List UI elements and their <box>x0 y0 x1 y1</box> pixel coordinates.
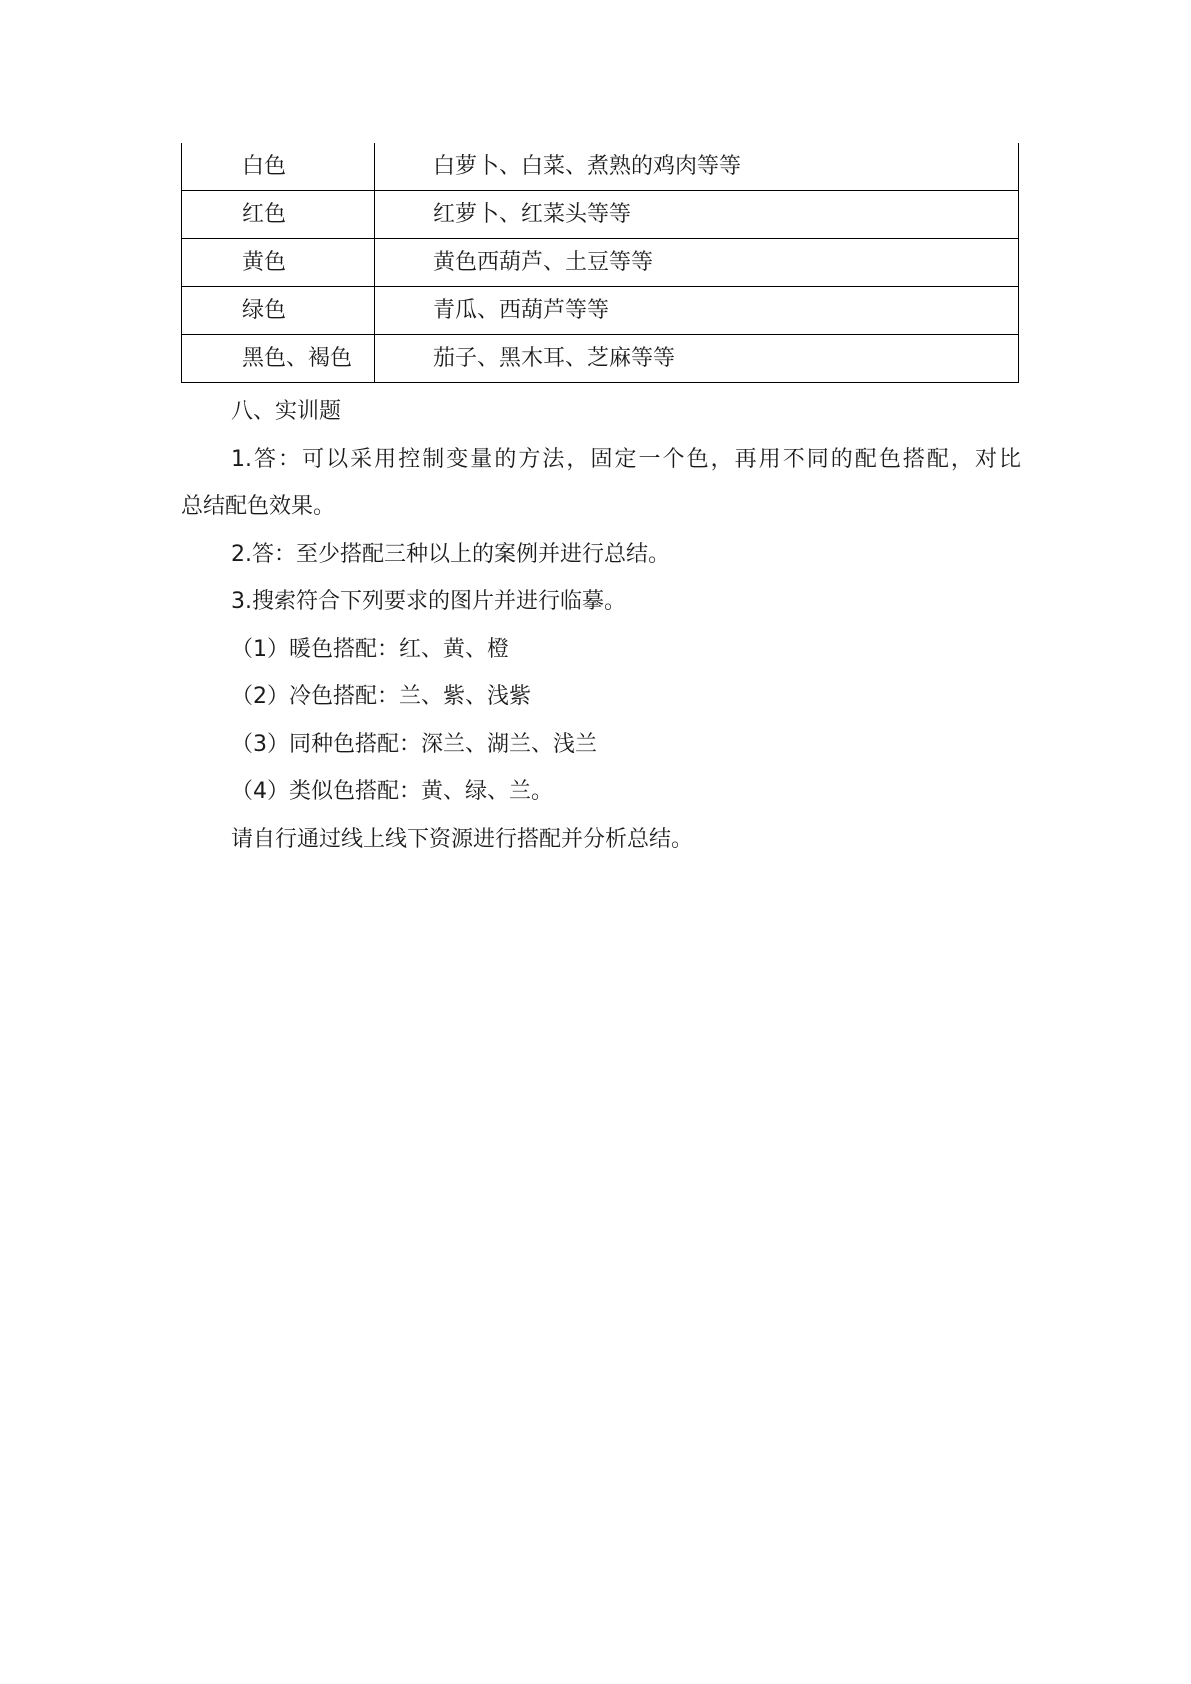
list-item: （3）同种色搭配：深兰、湖兰、浅兰 <box>231 731 597 757</box>
table-row <box>182 287 1019 335</box>
answer-1-line-2: 总结配色效果。 <box>181 494 336 519</box>
table-row <box>182 143 1019 191</box>
color-cell: 黄色 <box>182 239 375 287</box>
color-cell: 绿色 <box>182 287 375 335</box>
training-section <box>181 388 1021 863</box>
food-cell: 红萝卜、红菜头等等 <box>375 191 1019 239</box>
table-row <box>182 239 1019 287</box>
answer-3: 3.搜索符合下列要求的图片并进行临摹。 <box>231 589 626 614</box>
list-item: （1）暖色搭配：红、黄、橙 <box>231 636 509 662</box>
list-item: （4）类似色搭配：黄、绿、兰。 <box>231 779 553 804</box>
color-cell: 红色 <box>182 191 375 239</box>
color-cell: 白色 <box>182 143 375 191</box>
color-food-table <box>181 143 1019 383</box>
food-cell: 黄色西葫芦、土豆等等 <box>375 239 1019 287</box>
answer-1-line-1: 1.答：可以采用控制变量的方法，固定一个色，再用不同的配色搭配，对比 <box>231 446 1021 472</box>
food-cell: 青瓜、西葫芦等等 <box>375 287 1019 335</box>
table-row <box>182 335 1019 383</box>
color-cell: 黑色、褐色 <box>182 335 375 383</box>
food-cell: 白萝卜、白菜、煮熟的鸡肉等等 <box>375 143 1019 191</box>
table-row <box>182 191 1019 239</box>
food-cell: 茄子、黑木耳、芝麻等等 <box>375 335 1019 383</box>
closing-paragraph: 请自行通过线上线下资源进行搭配并分析总结。 <box>231 826 694 852</box>
section-heading: 八、实训题 <box>231 399 342 424</box>
answer-2: 2.答：至少搭配三种以上的案例并进行总结。 <box>231 541 670 567</box>
list-item: （2）冷色搭配：兰、紫、浅紫 <box>231 684 531 709</box>
